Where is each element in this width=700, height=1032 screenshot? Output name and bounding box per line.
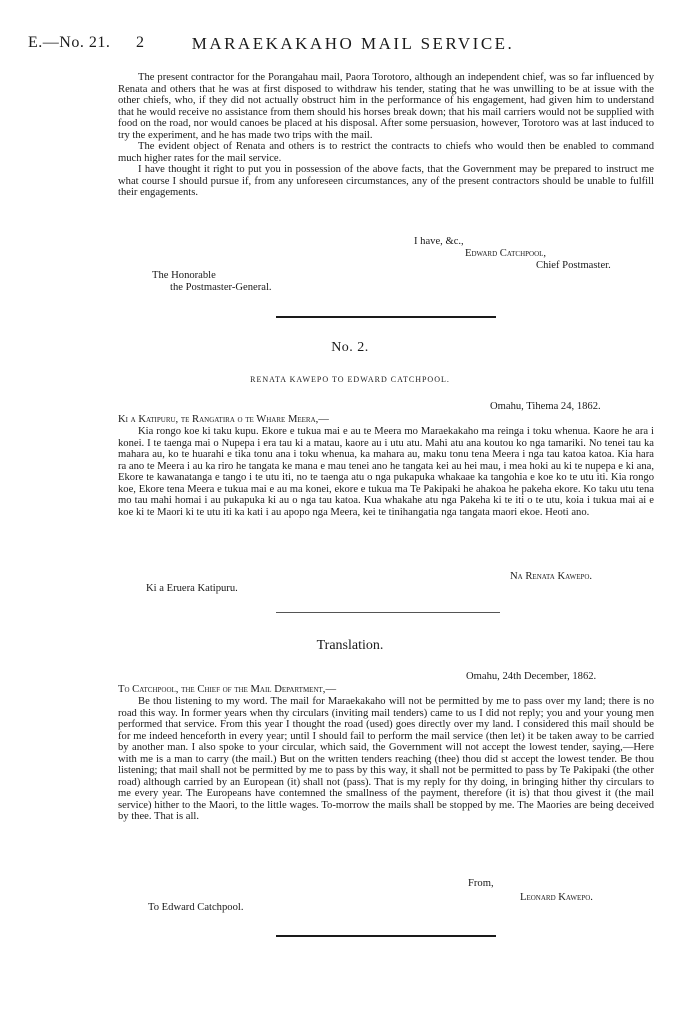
page-header <box>28 34 678 60</box>
letter2-salutation: Ki a Katipuru, te Rangatira o te Whare Meera,— <box>118 414 329 425</box>
translation-salutation: To Catchpool, the Chief of the Mail Department,— <box>118 684 337 695</box>
letter1-addressee-line1: The Honorable <box>152 270 216 281</box>
letter1-signer-title: Chief Postmaster. <box>536 260 611 271</box>
translation-heading: Translation. <box>316 638 384 653</box>
document-reference: E.—No. 21. <box>28 34 111 51</box>
letter2-signer: Na Renata Kawepo. <box>510 571 593 582</box>
letter2-body <box>118 426 654 518</box>
letter1-body <box>118 72 654 199</box>
letter1-signer: Edward Catchpool, <box>465 248 547 259</box>
letter2-number: No. 2. <box>331 340 369 355</box>
translation-from: From, <box>468 878 494 889</box>
letter1-paragraph: I have thought it right to put you in possession of the above facts, that the Government may be prepared to instruct me what course I should pursue if, from any unforeseen circumstances, any of the present contractors should be unable to fulfill their engagements. <box>118 164 654 198</box>
translation-paragraph: Be thou listening to my word. The mail for Maraekakaho will not be permitted by me to pass over my land; there is no road this way. In former years when thy circulars (inviting mail tenders) came to us I did not reply; you and your young men performed that service. From this year I thought the road (used) goes directly over my land. I considered this mail should be for me indeed henceforth in every year; until I should fail to perform the mail service (then let) it be taken away to be carried by another man. I also spoke to your circular, which said, the Government will not accept the lowest tender, saying,—Here with me is a man to carry (the mail.) But on the written tenders reaching (thee) thou did st accept the lowest tender. Be thou listening; that mail shall not be permitted by me to pass by this way, it shall not be permitted to pass by Te Pakipaki (the other road) although carried by an European (it) shall not (pass). That is my reply for thy doing, in bringing hither thy circulars to me every year. The Europeans have contemned the smallness of the payment, therefore (it is) that thou givest it (the mail service) hither to the Maori, to the little wages. To-morrow the mails shall be stopped by me. The Maories are being deceived by thee. That is all. <box>118 696 654 822</box>
end-rule <box>276 935 496 937</box>
letter1-paragraph: The evident object of Renata and others is to restrict the contracts to chiefs who would then be enabled to command much higher rates for the mail service. <box>118 141 654 164</box>
section-divider <box>276 612 500 613</box>
letter2-subtitle: RENATA KAWEPO TO EDWARD CATCHPOOL. <box>250 375 450 384</box>
page-number: 2 <box>136 34 144 51</box>
translation-body <box>118 696 654 823</box>
translation-addressee: To Edward Catchpool. <box>148 902 244 913</box>
section-divider <box>276 316 496 318</box>
letter2-paragraph: Kia rongo koe ki taku kupu. Ekore e tukua mai e au te Meera mo Maraekakaho ma reinga i toku whenua. Kaore he ara i konei. I te taenga mai o Nupepa i era tau ki a matau, kaore au i utu atu. Mahi atu ana koutou ko nga tamariki. No tenei tau ka mahara au, ko te huarahi e tika tonu ana i toku whenua, ka mahara au, maku tonu tena Meera i nga tau katoa katoa. Kia hara ra ano te Meera i au ka riro he tangata ke mana e mau tenei ano he tangata kei au hei mau, i mea hoki au ki te nupepa e ki ana, Ekore te kawanatanga e tango i te utu iti, no te taenga atu o nga pukapuka whakaae ka tangohia e koe ko te utu iti. Kia rongo koe, Ekore tena Meera e tukua mai e au ma konei, ekore e tukua ma Te Pakipaki he ahakoa he pakeha ekore. Ko taku utu tena mo tau mahi homai i au pukapuka ki au o nga tau katoa. Kua whakahe atu nga Pakeha ki te iti o te utu, koia i tukua mai ai e koe ki te Maori ki te utu iti ka kati i au apopo nga Meera, kei te tinihangatia nga tangata maori ekoe. Heoti ano. <box>118 426 654 518</box>
letter1-paragraph: The present contractor for the Porangahau mail, Paora Torotoro, although an independent chief, was so far influenced by Renata and others that he was at first disposed to withdraw his tender, stating that he was unwilling to be at issue with the other chiefs, who, if they did not actually obstruct him in the performance of his engagement, had given him to understand that he would receive no assistance from them should his horses break down; that his mail carriers would not be supplied with food on the road, nor would canoes be placed at his disposal. After some persuasion, however, Torotoro was at last induced to try the experiment, and he has made two trips with the mail. <box>118 72 654 141</box>
letter1-addressee-line2: the Postmaster-General. <box>170 282 272 293</box>
translation-date: Omahu, 24th December, 1862. <box>466 671 597 682</box>
translation-signer: Leonard Kawepo. <box>520 892 593 903</box>
letter2-date: Omahu, Tihema 24, 1862. <box>490 401 601 412</box>
page-title: MARAEKAKAHO MAIL SERVICE. <box>191 34 515 53</box>
letter1-closing: I have, &c., <box>414 236 464 247</box>
letter2-addressee: Ki a Eruera Katipuru. <box>146 583 238 594</box>
